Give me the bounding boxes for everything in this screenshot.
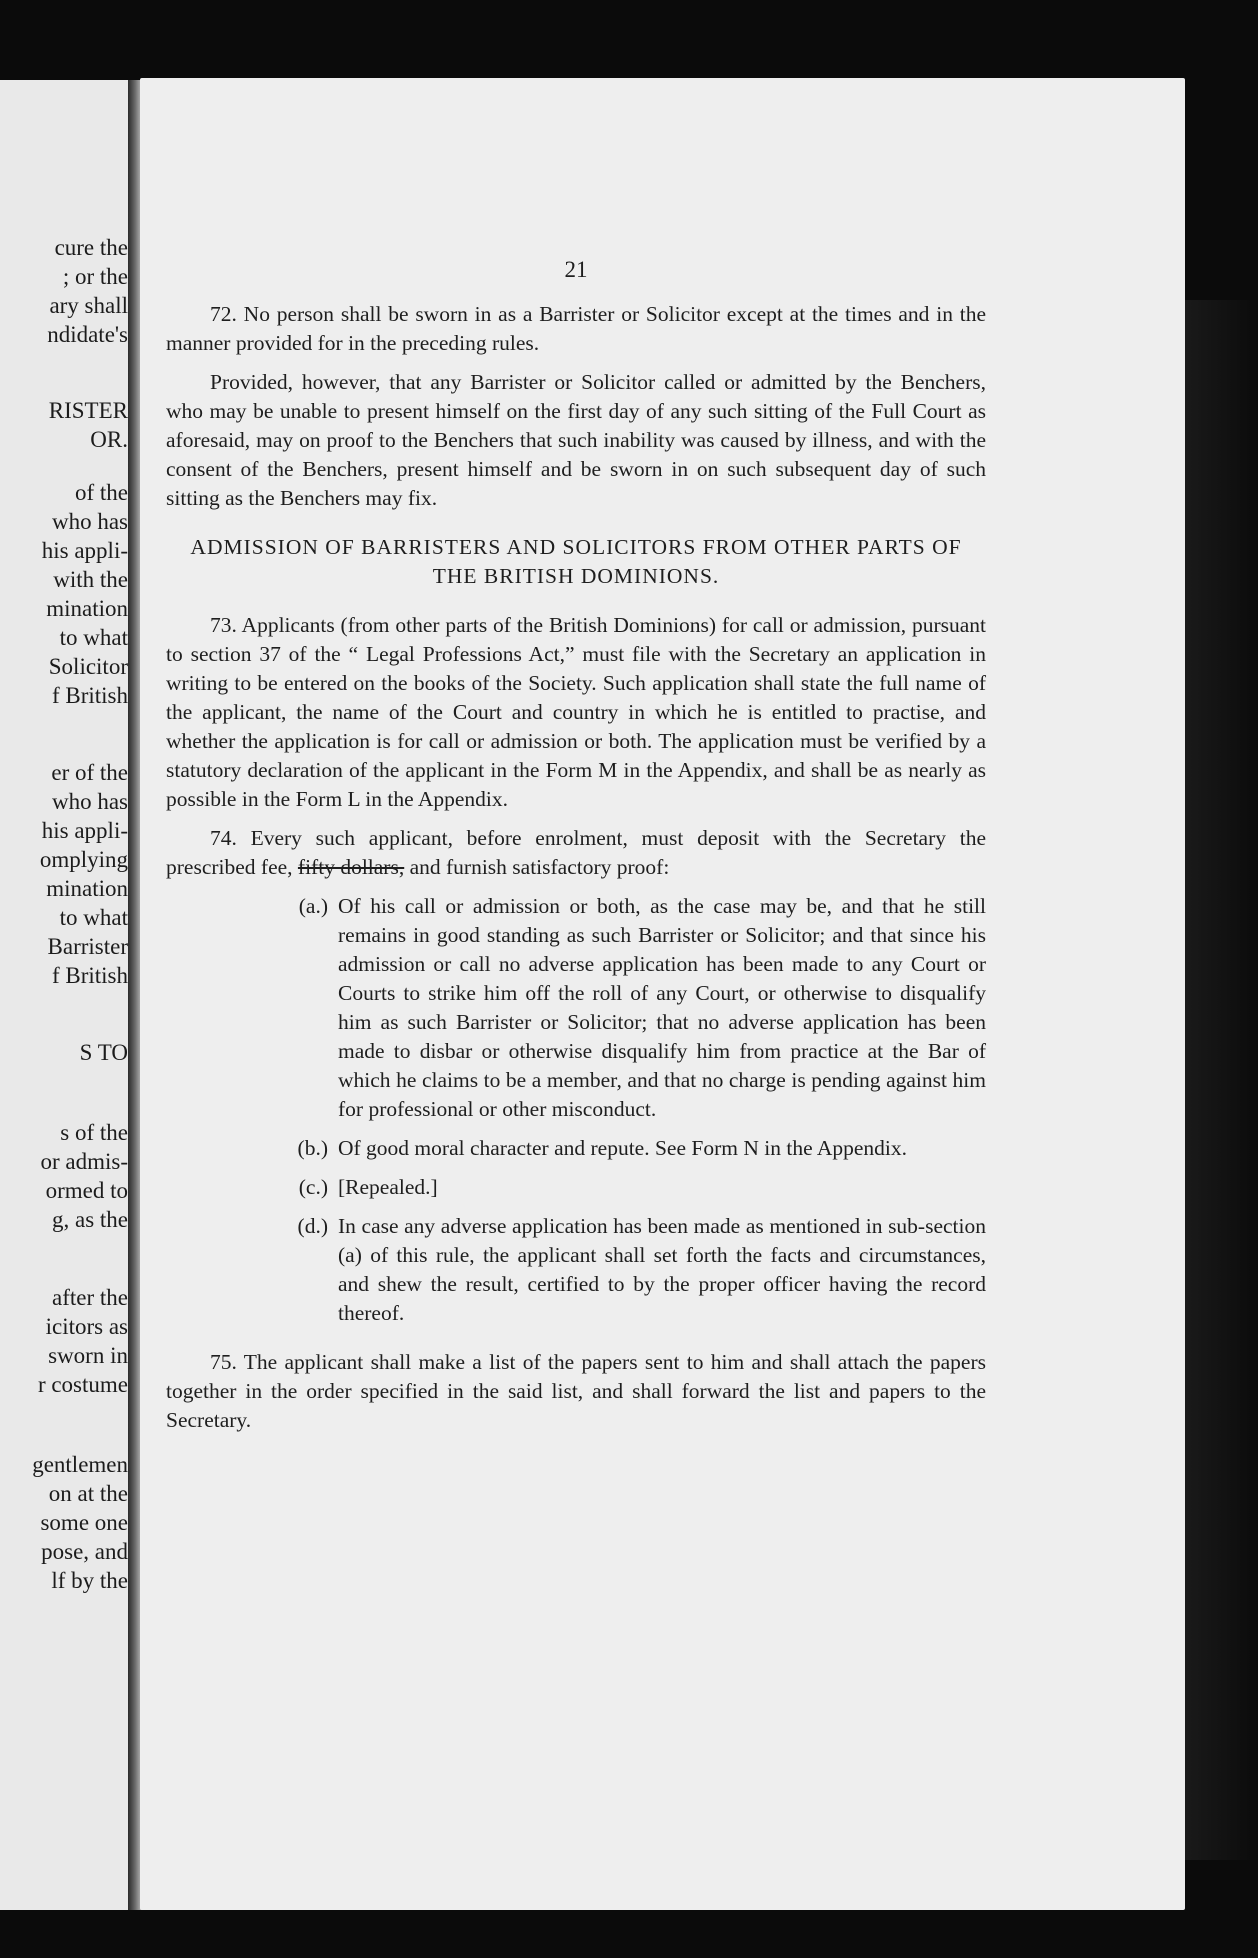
left-page-line: ; or the: [62, 264, 128, 289]
left-page-line: ormed to: [45, 1178, 128, 1203]
sub-item-text: In case any adverse application has been made as mentioned in sub-section (a) of this rule, the applicant shall set forth the facts and circumstances, and shew the result, certified to by the proper officer having the record thereof.: [338, 1214, 986, 1325]
left-page-line: or admis-: [40, 1149, 128, 1174]
left-page-line: his appli-: [41, 538, 128, 563]
left-page-line: er of the: [51, 760, 128, 785]
page-number: 21: [564, 257, 588, 282]
left-page-line: on at the: [48, 1481, 128, 1506]
left-page-line: after the: [52, 1285, 128, 1310]
left-page-line: icitors as: [45, 1314, 128, 1339]
left-page-line: ary shall: [49, 293, 128, 318]
left-page-line: s of the: [60, 1120, 128, 1145]
rule-74-text-start: 74. Every such applicant, before enrolment, must deposit with the Secretary the prescribed fee,: [166, 826, 986, 879]
sub-item-label: (a.): [298, 894, 328, 918]
left-page-line: gentlemen: [32, 1452, 128, 1477]
left-page-line: of the: [74, 480, 128, 505]
sub-item-label: (c.): [298, 1175, 328, 1199]
left-page-line: ndidate's: [47, 322, 128, 347]
section-heading: ADMISSION OF BARRISTERS AND SOLICITORS FROM OTHER PARTS OF THE BRITISH DOMINIONS.: [190, 535, 962, 588]
left-page-line: Solicitor: [48, 654, 128, 679]
sub-item-text: Of good moral character and repute. See Form N in the Appendix.: [338, 1136, 907, 1160]
rule-74-text-end: and furnish satisfactory proof:: [409, 855, 670, 879]
left-page-line: S TO: [79, 1040, 128, 1065]
left-page-line: some one: [40, 1510, 128, 1535]
left-page-line: r costume: [37, 1372, 128, 1397]
left-page-line: f British: [51, 683, 128, 708]
sub-item-c: [166, 1173, 986, 1202]
sub-item-label: (d.): [297, 1214, 328, 1238]
sub-item-text: Of his call or admission or both, as the case may be, and that he still remains in good standing as such Barrister or Solicitor; and that since his admission or call no adverse application has been made to any Court or Courts to strike him off the roll of any Court, or otherwise to disqualify him as such Barrister or Solicitor; that no adverse application has been made to disbar or otherwise disqualify him from practice at the Bar of which he claims to be a member, and that no charge is pending against him for professional or other misconduct.: [338, 894, 986, 1121]
page-edge-shadow: [1185, 300, 1258, 1860]
sub-item-text: [Repealed.]: [338, 1175, 438, 1199]
left-page-line: his appli-: [41, 818, 128, 843]
left-page-line: to what: [59, 905, 128, 930]
rule-74: [166, 824, 986, 882]
left-page-line: g, as the: [51, 1207, 128, 1232]
left-page-line: Barrister: [47, 934, 128, 959]
left-page-line: to what: [59, 625, 128, 650]
left-page-line: mination: [46, 596, 128, 621]
rule-72-proviso: Provided, however, that any Barrister or Solicitor called or admitted by the Benchers, who may be unable to present himself on the first day of any such sitting of the Full Court as aforesaid, may on proof to the Benchers that such inability was caused by illness, and with the consent of the Benchers, present himself and be sworn in on such subsequent day of such sitting as the Benchers may fix.: [166, 370, 986, 510]
left-page-line: with the: [53, 567, 128, 592]
sub-item-b: [166, 1134, 986, 1163]
rule-75: 75. The applicant shall make a list of the papers sent to him and shall attach the papers together in the order specified in the said list, and shall forward the list and papers to the Secretary.: [166, 1350, 986, 1432]
rule-73: 73. Applicants (from other parts of the British Dominions) for call or admission, pursuant to section 37 of the “ Legal Professions Act,” must file with the Secretary an application in writing to be entered on the books of the Society. Such application shall state the full name of the applicant, the name of the Court and country in which he is entitled to practise, and whether the application is for call or admission or both. The application must be verified by a statutory declaration of the applicant in the Form M in the Appendix, and shall be as nearly as possible in the Form L in the Appendix.: [166, 613, 986, 811]
sub-item-d: [166, 1212, 986, 1328]
left-page-line: omplying: [39, 847, 128, 872]
sub-item-label: (b.): [297, 1136, 328, 1160]
left-page-line: cure the: [54, 235, 128, 260]
left-page: [0, 80, 132, 1910]
left-page-line: OR.: [90, 427, 128, 452]
left-page-line: who has: [51, 509, 128, 534]
left-page-line: sworn in: [48, 1343, 128, 1368]
left-page-line: mination: [46, 876, 128, 901]
left-page-line: f British: [51, 963, 128, 988]
left-page-line: pose, and: [41, 1539, 128, 1564]
page-text: [166, 255, 986, 1445]
left-page-line: who has: [51, 789, 128, 814]
left-page-line: lf by the: [51, 1568, 128, 1593]
struck-text: fifty dollars,: [297, 855, 405, 879]
sub-item-a: [166, 892, 986, 1124]
rule-72: 72. No person shall be sworn in as a Barrister or Solicitor except at the times and in the manner provided for in the preceding rules.: [166, 302, 986, 355]
left-page-line: RISTER: [48, 398, 128, 423]
